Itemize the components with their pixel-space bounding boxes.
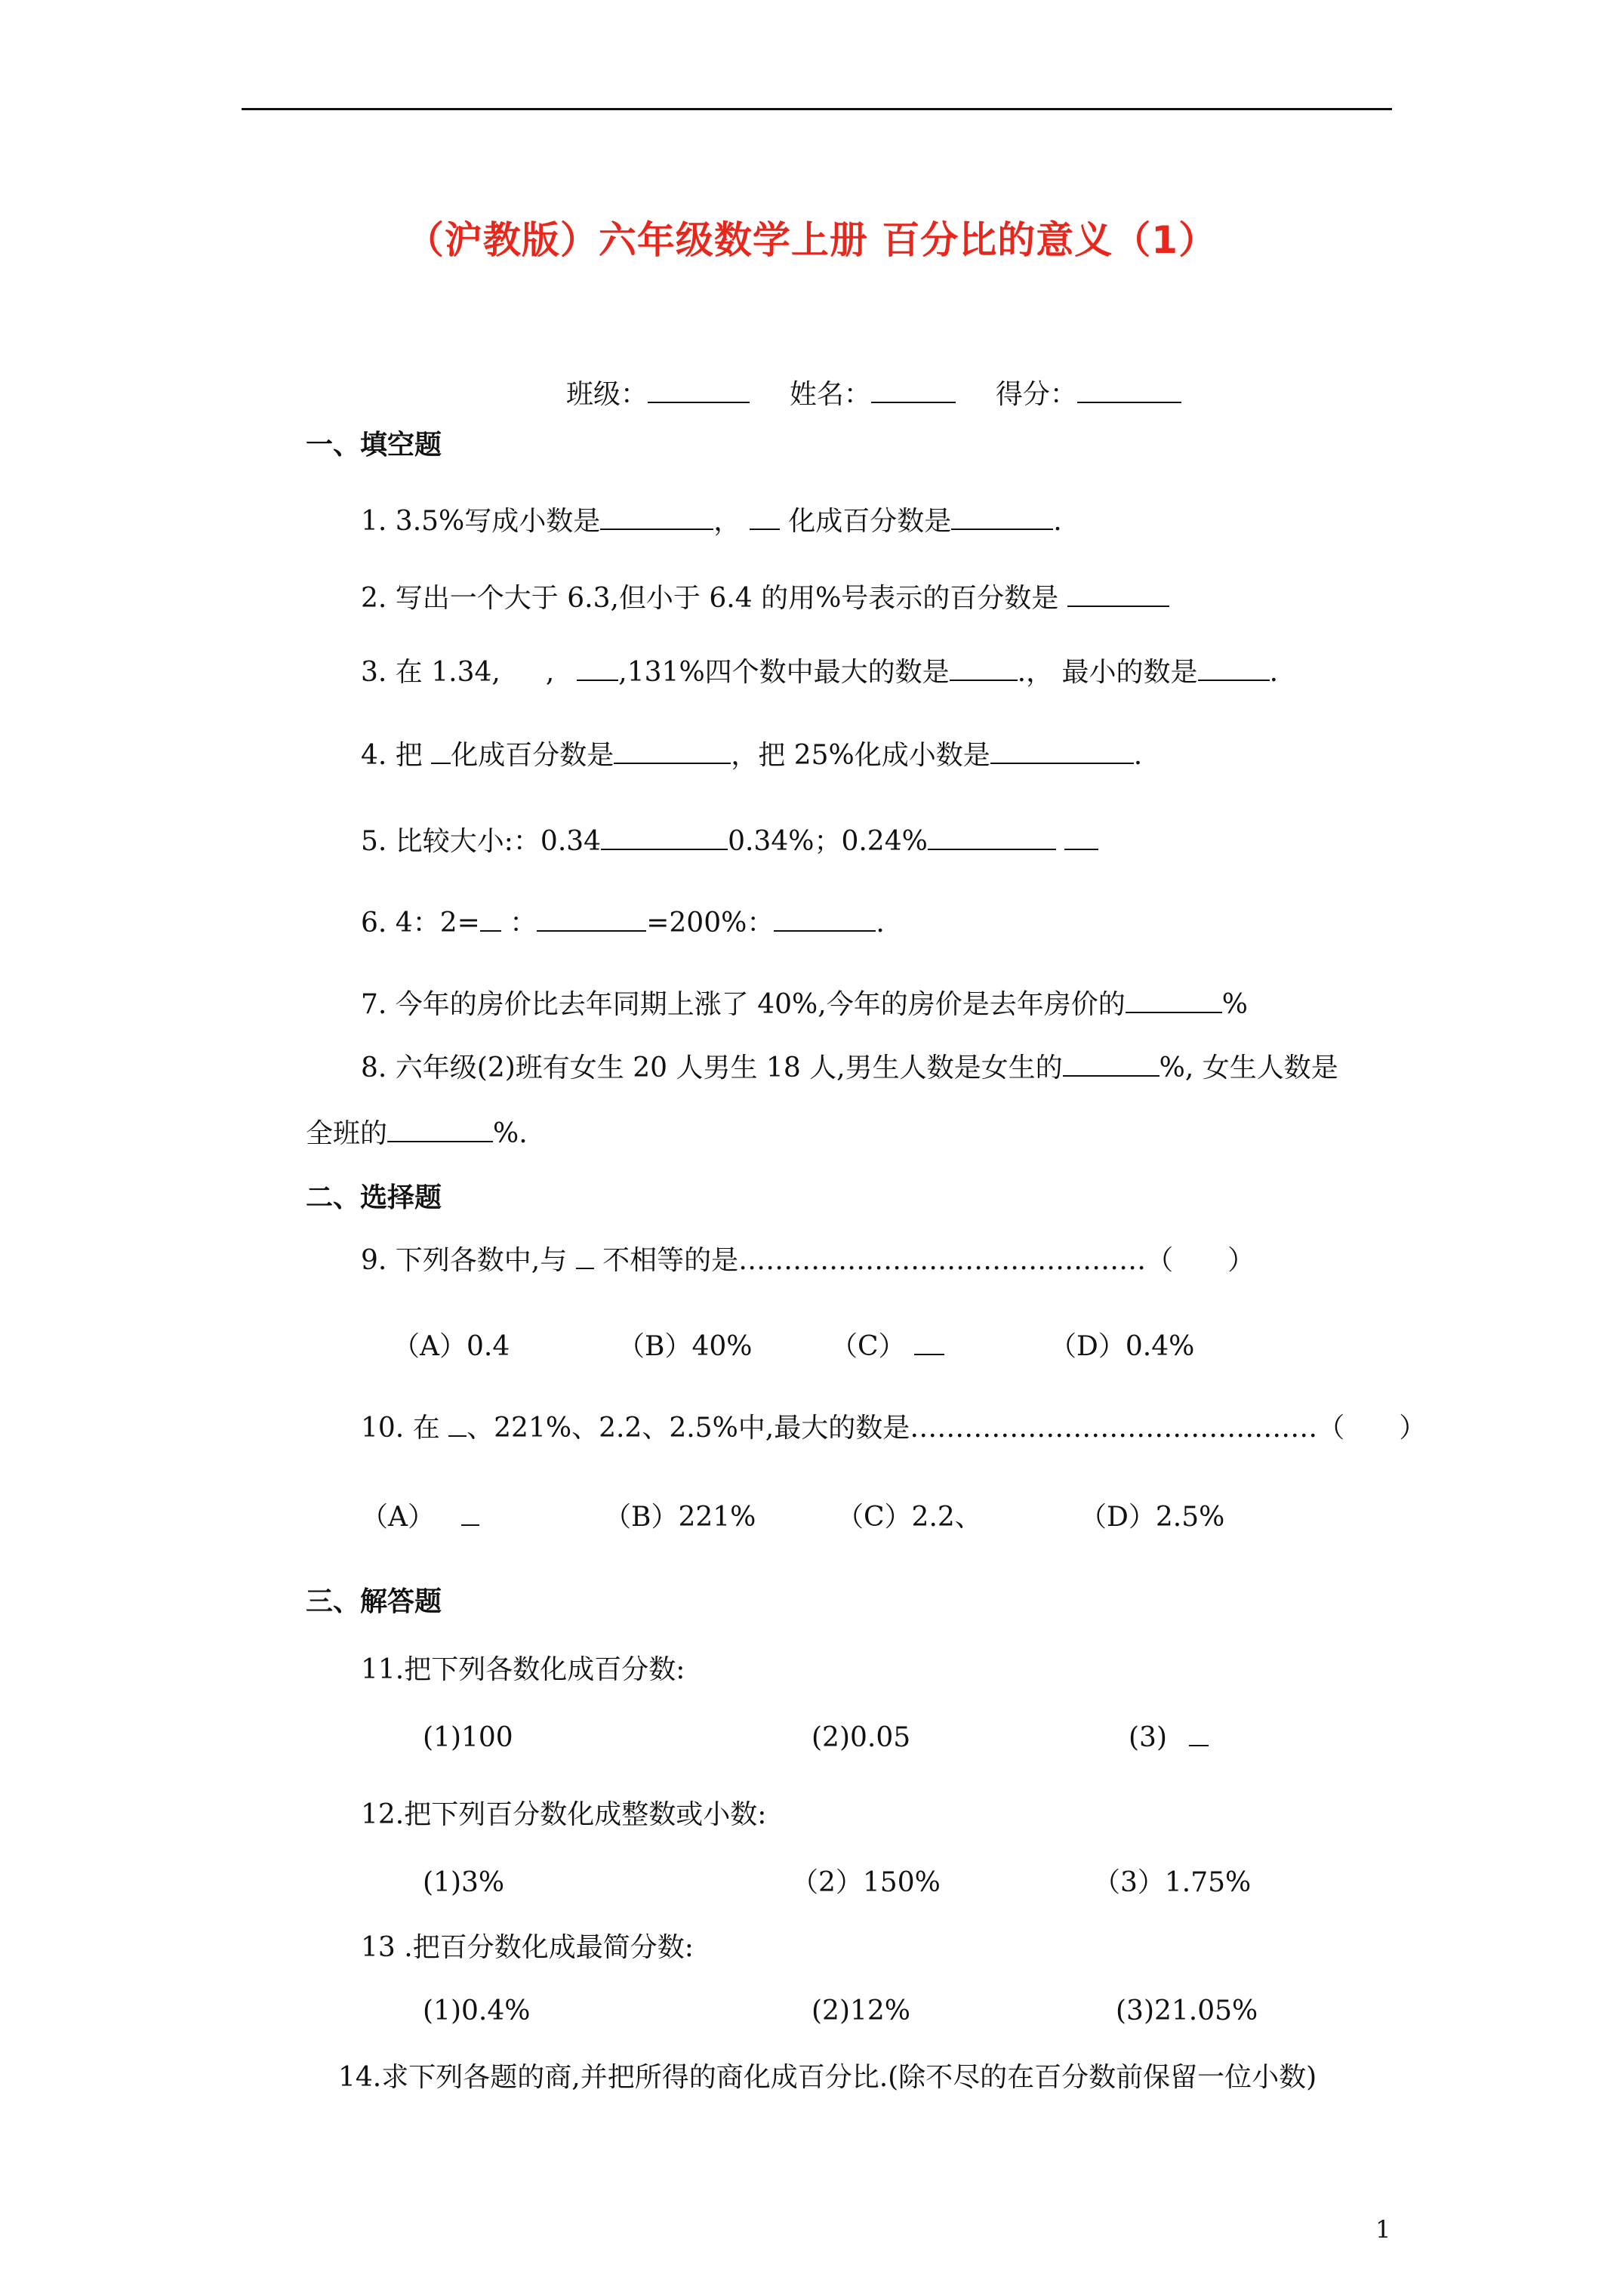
section-answer: 三、解答题 [306,1586,442,1617]
q12-part-2: （2）150% [791,1867,941,1898]
answer-blank[interactable] [1067,580,1169,607]
fraction-placeholder [431,747,451,764]
answer-blank[interactable] [951,503,1053,530]
q9-option-c[interactable]: （C） [830,1330,944,1363]
q9-option-b[interactable]: （B）40% [617,1331,753,1362]
class-blank[interactable] [648,376,750,403]
question-12: 12.把下列百分数化成整数或小数: [361,1799,767,1830]
question-3: 3. 在 1.34, , ,131%四个数中最大的数是 .， 最小的数是 . [361,654,1278,689]
q13-part-2: (2)12% [812,1996,911,2026]
question-14: 14.求下列各题的商,并把所得的商化成百分比.(除不尽的在百分数前保留一位小数) [338,2062,1317,2093]
answer-blank[interactable] [600,503,713,530]
answer-blank[interactable] [480,905,501,932]
question-2: 2. 写出一个大于 6.3,但小于 6.4 的用%号表示的百分数是 [361,580,1169,615]
fraction-placeholder [448,1420,467,1437]
question-13: 13 .把百分数化成最简分数: [361,1932,694,1963]
page-number: 1 [1375,2215,1391,2244]
q10-option-b[interactable]: （B）221% [604,1502,756,1533]
answer-blank[interactable] [387,1115,493,1142]
answer-blank[interactable] [1198,654,1270,681]
page-title: （沪教版）六年级数学上册 百分比的意义（1） [405,218,1218,262]
fraction-placeholder [576,1253,594,1269]
question-9: 9. 下列各数中,与 不相等的是………………………………………（ ） [361,1245,1255,1276]
question-5: 5. 比较大小:：0.34 0.34%；0.24% [361,823,1098,858]
q10-option-d[interactable]: （D）2.5% [1079,1502,1225,1533]
answer-blank[interactable] [1126,986,1222,1013]
q13-part-1: (1)0.4% [423,1996,531,2026]
question-4: 4. 把 化成百分数是 ，把 25%化成小数是 . [361,737,1142,772]
name-label: 姓名： [789,379,871,411]
question-8-continued: 全班的 %. [306,1115,528,1150]
answer-blank[interactable] [928,823,1056,850]
question-10: 10. 在 、221%、2.2、2.5%中,最大的数是………………………………………（ ） [361,1413,1427,1444]
fraction-placeholder [1064,834,1098,850]
class-label: 班级： [566,379,648,411]
fraction-placeholder [1189,1730,1209,1746]
q11-part-2: (2)0.05 [812,1722,911,1753]
q10-option-c[interactable]: （C）2.2、 [836,1502,982,1533]
question-8: 8. 六年级(2)班有女生 20 人男生 18 人,男生人数是女生的 %, 女生人数是 [361,1049,1338,1084]
question-6: 6. 4：2= ： =200%： . [361,905,885,939]
q12-part-1: (1)3% [423,1867,505,1898]
section-choice: 二、选择题 [306,1182,442,1213]
q12-part-3: （3）1.75% [1093,1867,1252,1898]
score-label: 得分： [995,379,1077,411]
fraction-placeholder [750,513,780,530]
question-11: 11.把下列各数化成百分数: [361,1654,685,1685]
answer-blank[interactable] [601,823,728,850]
answer-blank[interactable] [950,654,1018,681]
student-info-line [566,376,1181,411]
question-7: 7. 今年的房价比去年同期上涨了 40%,今年的房价是去年房价的 % [361,986,1248,1021]
answer-blank[interactable] [614,737,731,764]
fraction-placeholder [461,1509,479,1526]
header-rule [242,108,1392,110]
answer-blank[interactable] [1063,1049,1160,1077]
score-blank[interactable] [1077,376,1181,403]
q11-part-1: (1)100 [423,1722,513,1753]
section-fill-in: 一、填空题 [306,430,442,461]
fraction-placeholder [577,664,618,681]
q9-option-a[interactable]: （A）0.4 [393,1331,510,1362]
question-1: 1. 3.5%写成小数是 ， 化成百分数是 . [361,503,1062,538]
q11-part-3: (3) [1129,1721,1209,1754]
name-blank[interactable] [871,376,956,403]
answer-blank[interactable] [990,737,1134,764]
q10-option-a[interactable]: （A） [361,1501,479,1533]
answer-blank[interactable] [537,905,646,932]
q13-part-3: (3)21.05% [1116,1996,1258,2026]
answer-blank[interactable] [774,905,876,932]
q9-option-d[interactable]: （D）0.4% [1049,1331,1195,1362]
fraction-placeholder [914,1339,944,1355]
